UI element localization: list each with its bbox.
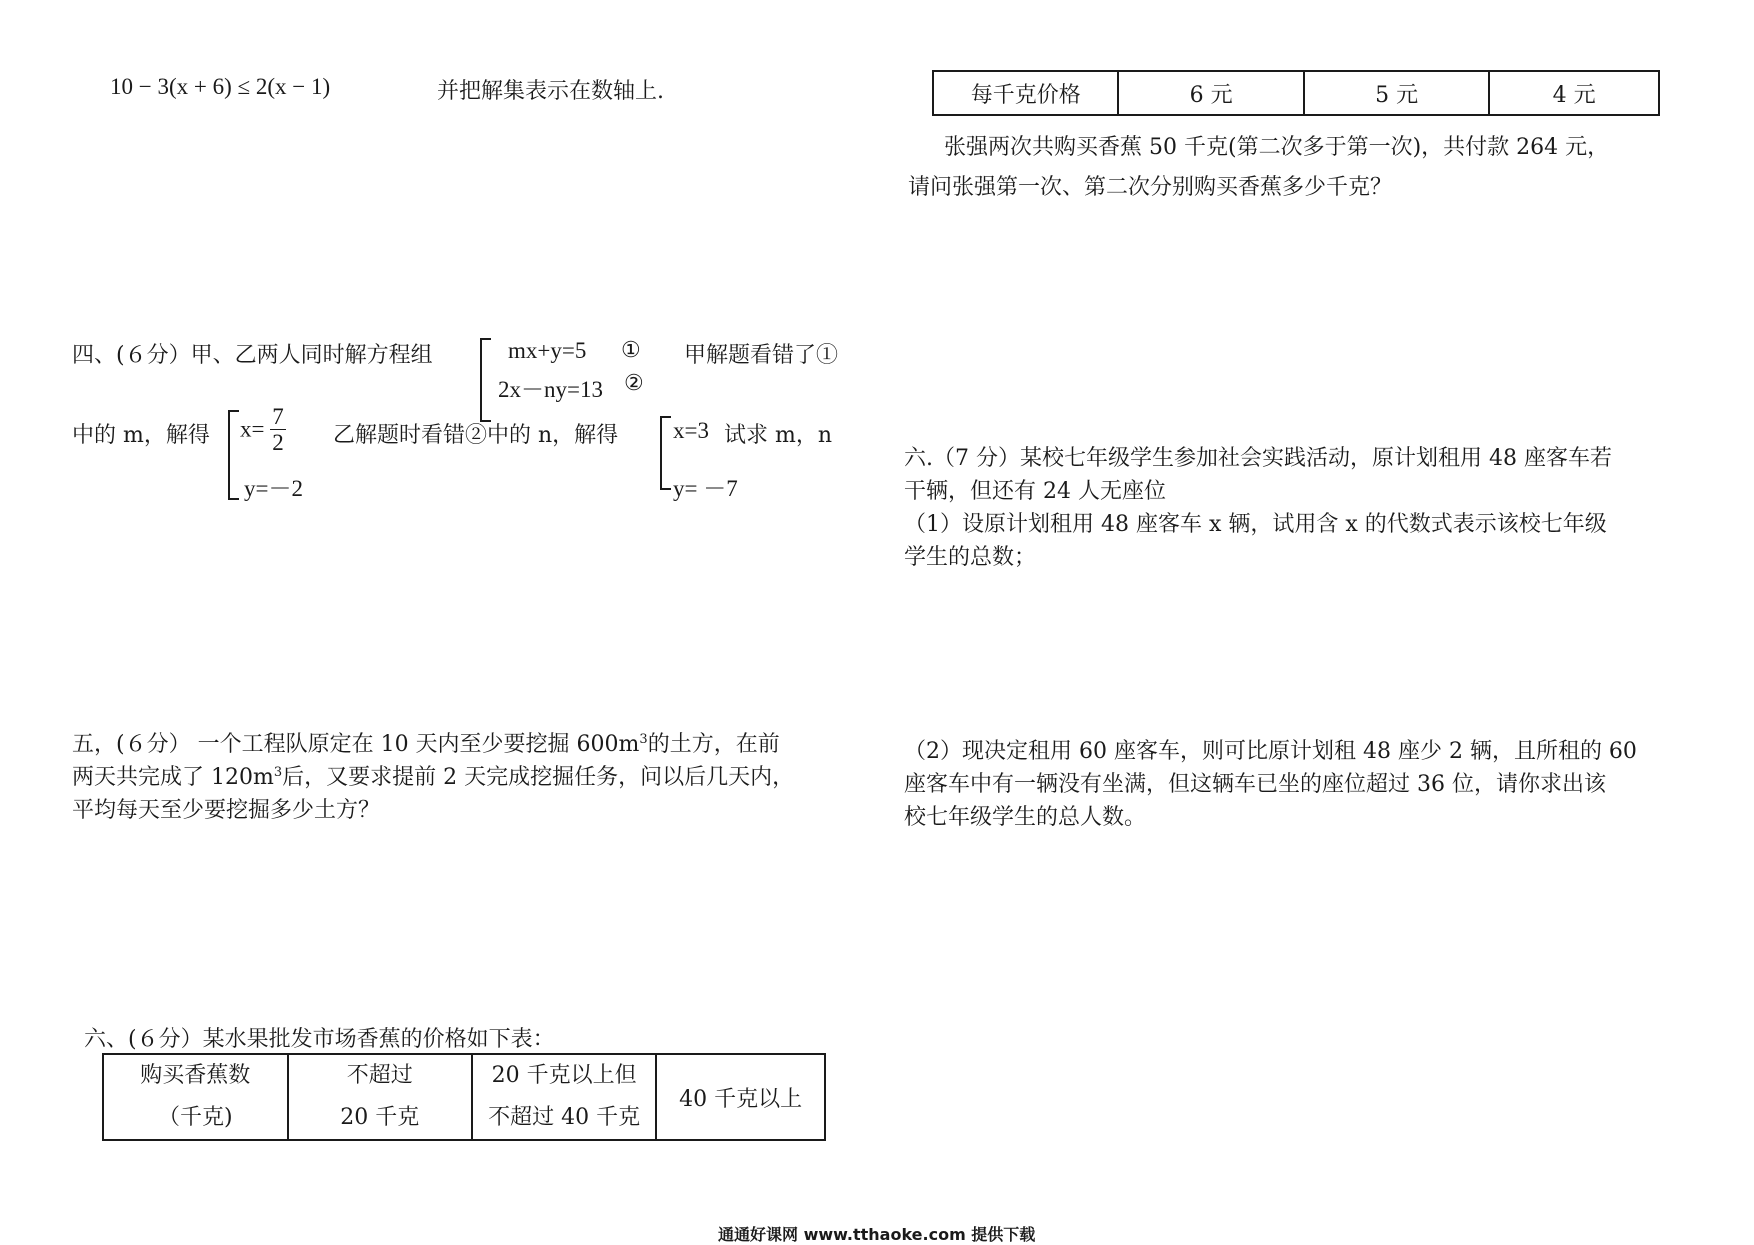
price-table-tier2-line1: 20 千克以上但 bbox=[491, 1063, 637, 1088]
price-table-tier2-cell bbox=[472, 1054, 656, 1140]
q6b-part2-line2: 座客车中有一辆没有坐满，但这辆车已坐的座位超过 36 位，请你求出该 bbox=[904, 772, 1606, 797]
price-table-quantity-unit: （千克) bbox=[158, 1105, 233, 1130]
q4-equation-1: mx+y=5 bbox=[508, 338, 587, 363]
q5-line2-a: 两天共完成了 120m bbox=[72, 765, 274, 790]
q5-line1-a: 五，(６分） 一个工程队原定在 10 天内至少要挖掘 600m bbox=[72, 732, 640, 757]
q4-equation-2-mark: ② bbox=[624, 371, 644, 396]
price-table-price-row bbox=[932, 70, 1660, 116]
q4-solution1-brace bbox=[228, 412, 240, 498]
inequality-instruction: 并把解集表示在数轴上. bbox=[437, 79, 664, 104]
q6a-title: 六、(６分）某水果批发市场香蕉的价格如下表： bbox=[84, 1027, 555, 1052]
page-footer: 通通好课网 www.tthaoke.com 提供下载 bbox=[718, 1225, 1036, 1244]
q4-line2-c: 试求 m，n bbox=[724, 423, 833, 448]
q6b-line1: 六.（7 分）某校七年级学生参加社会实践活动，原计划租用 48 座客车若 bbox=[904, 446, 1612, 471]
price-row-tier1: 6 元 bbox=[1118, 71, 1303, 115]
q6a-question-line1: 张强两次共购买香蕉 50 千克(第二次多于第一次)，共付款 264 元， bbox=[944, 135, 1610, 160]
price-table-quantity-label: 购买香蕉数 bbox=[140, 1063, 251, 1088]
q6a-question bbox=[908, 128, 1698, 208]
price-table-quantity-cell bbox=[103, 1054, 288, 1140]
q6b-part2 bbox=[904, 735, 1704, 834]
price-table-tier2-line2: 不超过 40 千克 bbox=[488, 1105, 641, 1130]
q6b-part1 bbox=[904, 442, 1704, 574]
q5-line3: 平均每天至少要挖掘多少土方？ bbox=[72, 798, 381, 823]
price-table-header bbox=[102, 1053, 826, 1141]
price-row-tier2: 5 元 bbox=[1304, 71, 1489, 115]
q4-solution1-x-prefix: x= bbox=[240, 416, 265, 442]
q6b-line3: （1）设原计划租用 48 座客车 x 辆，试用含 x 的代数式表示该校七年级 bbox=[904, 512, 1607, 537]
q4-lead: 四、(６分）甲、乙两人同时解方程组 bbox=[72, 343, 433, 368]
q4-line2-b: 乙解题时看错②中的 n，解得 bbox=[333, 423, 619, 448]
q4-solution2-y: y= －7 bbox=[673, 476, 738, 501]
price-table-tier1-cell bbox=[288, 1054, 472, 1140]
q6b-part2-line3: 校七年级学生的总人数。 bbox=[904, 805, 1147, 830]
q5-paragraph bbox=[72, 728, 862, 827]
q4-solution1-x-fraction bbox=[270, 404, 286, 455]
q4-solution2-brace bbox=[660, 418, 672, 488]
price-table-tier3-cell bbox=[656, 1054, 825, 1140]
q4-solution1-x bbox=[240, 404, 286, 455]
q4-solution2-x: x=3 bbox=[673, 418, 709, 443]
price-row-label: 每千克价格 bbox=[933, 71, 1118, 115]
q4-equation-1-mark: ① bbox=[621, 338, 641, 363]
q4-line2-a: 中的 m，解得 bbox=[72, 423, 210, 448]
q6b-part2-line1: （2）现决定租用 60 座客车，则可比原计划租 48 座少 2 辆，且所租的 60 bbox=[904, 739, 1637, 764]
price-table-tier3-line1: 40 千克以上 bbox=[679, 1086, 803, 1112]
q4-equation-2: 2x－ny=13 bbox=[498, 377, 603, 402]
q6b-line2: 干辆，但还有 24 人无座位 bbox=[904, 479, 1166, 504]
q5-line2-sup: 3 bbox=[273, 765, 283, 780]
q6a-question-line2: 请问张强第一次、第二次分别购买香蕉多少千克？ bbox=[908, 175, 1393, 200]
price-table-tier1-line1: 不超过 bbox=[346, 1063, 413, 1088]
q4-solution1-x-numerator: 7 bbox=[272, 404, 284, 429]
q4-solution1-y: y=－2 bbox=[244, 476, 303, 501]
q5-line2-b: 后，又要求提前 2 天完成挖掘任务，问以后几天内， bbox=[282, 765, 795, 790]
q4-tail: 甲解题看错了① bbox=[684, 343, 839, 368]
price-row-tier3: 4 元 bbox=[1489, 71, 1659, 115]
inequality-expression: 10 − 3(x + 6) ≤ 2(x − 1) bbox=[110, 74, 331, 99]
price-table-tier1-line2: 20 千克 bbox=[340, 1105, 420, 1130]
q4-solution1-x-denominator: 2 bbox=[272, 430, 284, 455]
q6b-line4: 学生的总数； bbox=[904, 545, 1037, 570]
q4-system-brace bbox=[480, 340, 492, 420]
q5-line1-sup: 3 bbox=[639, 732, 648, 747]
q5-line1-b: 的土方，在前 bbox=[647, 732, 780, 757]
